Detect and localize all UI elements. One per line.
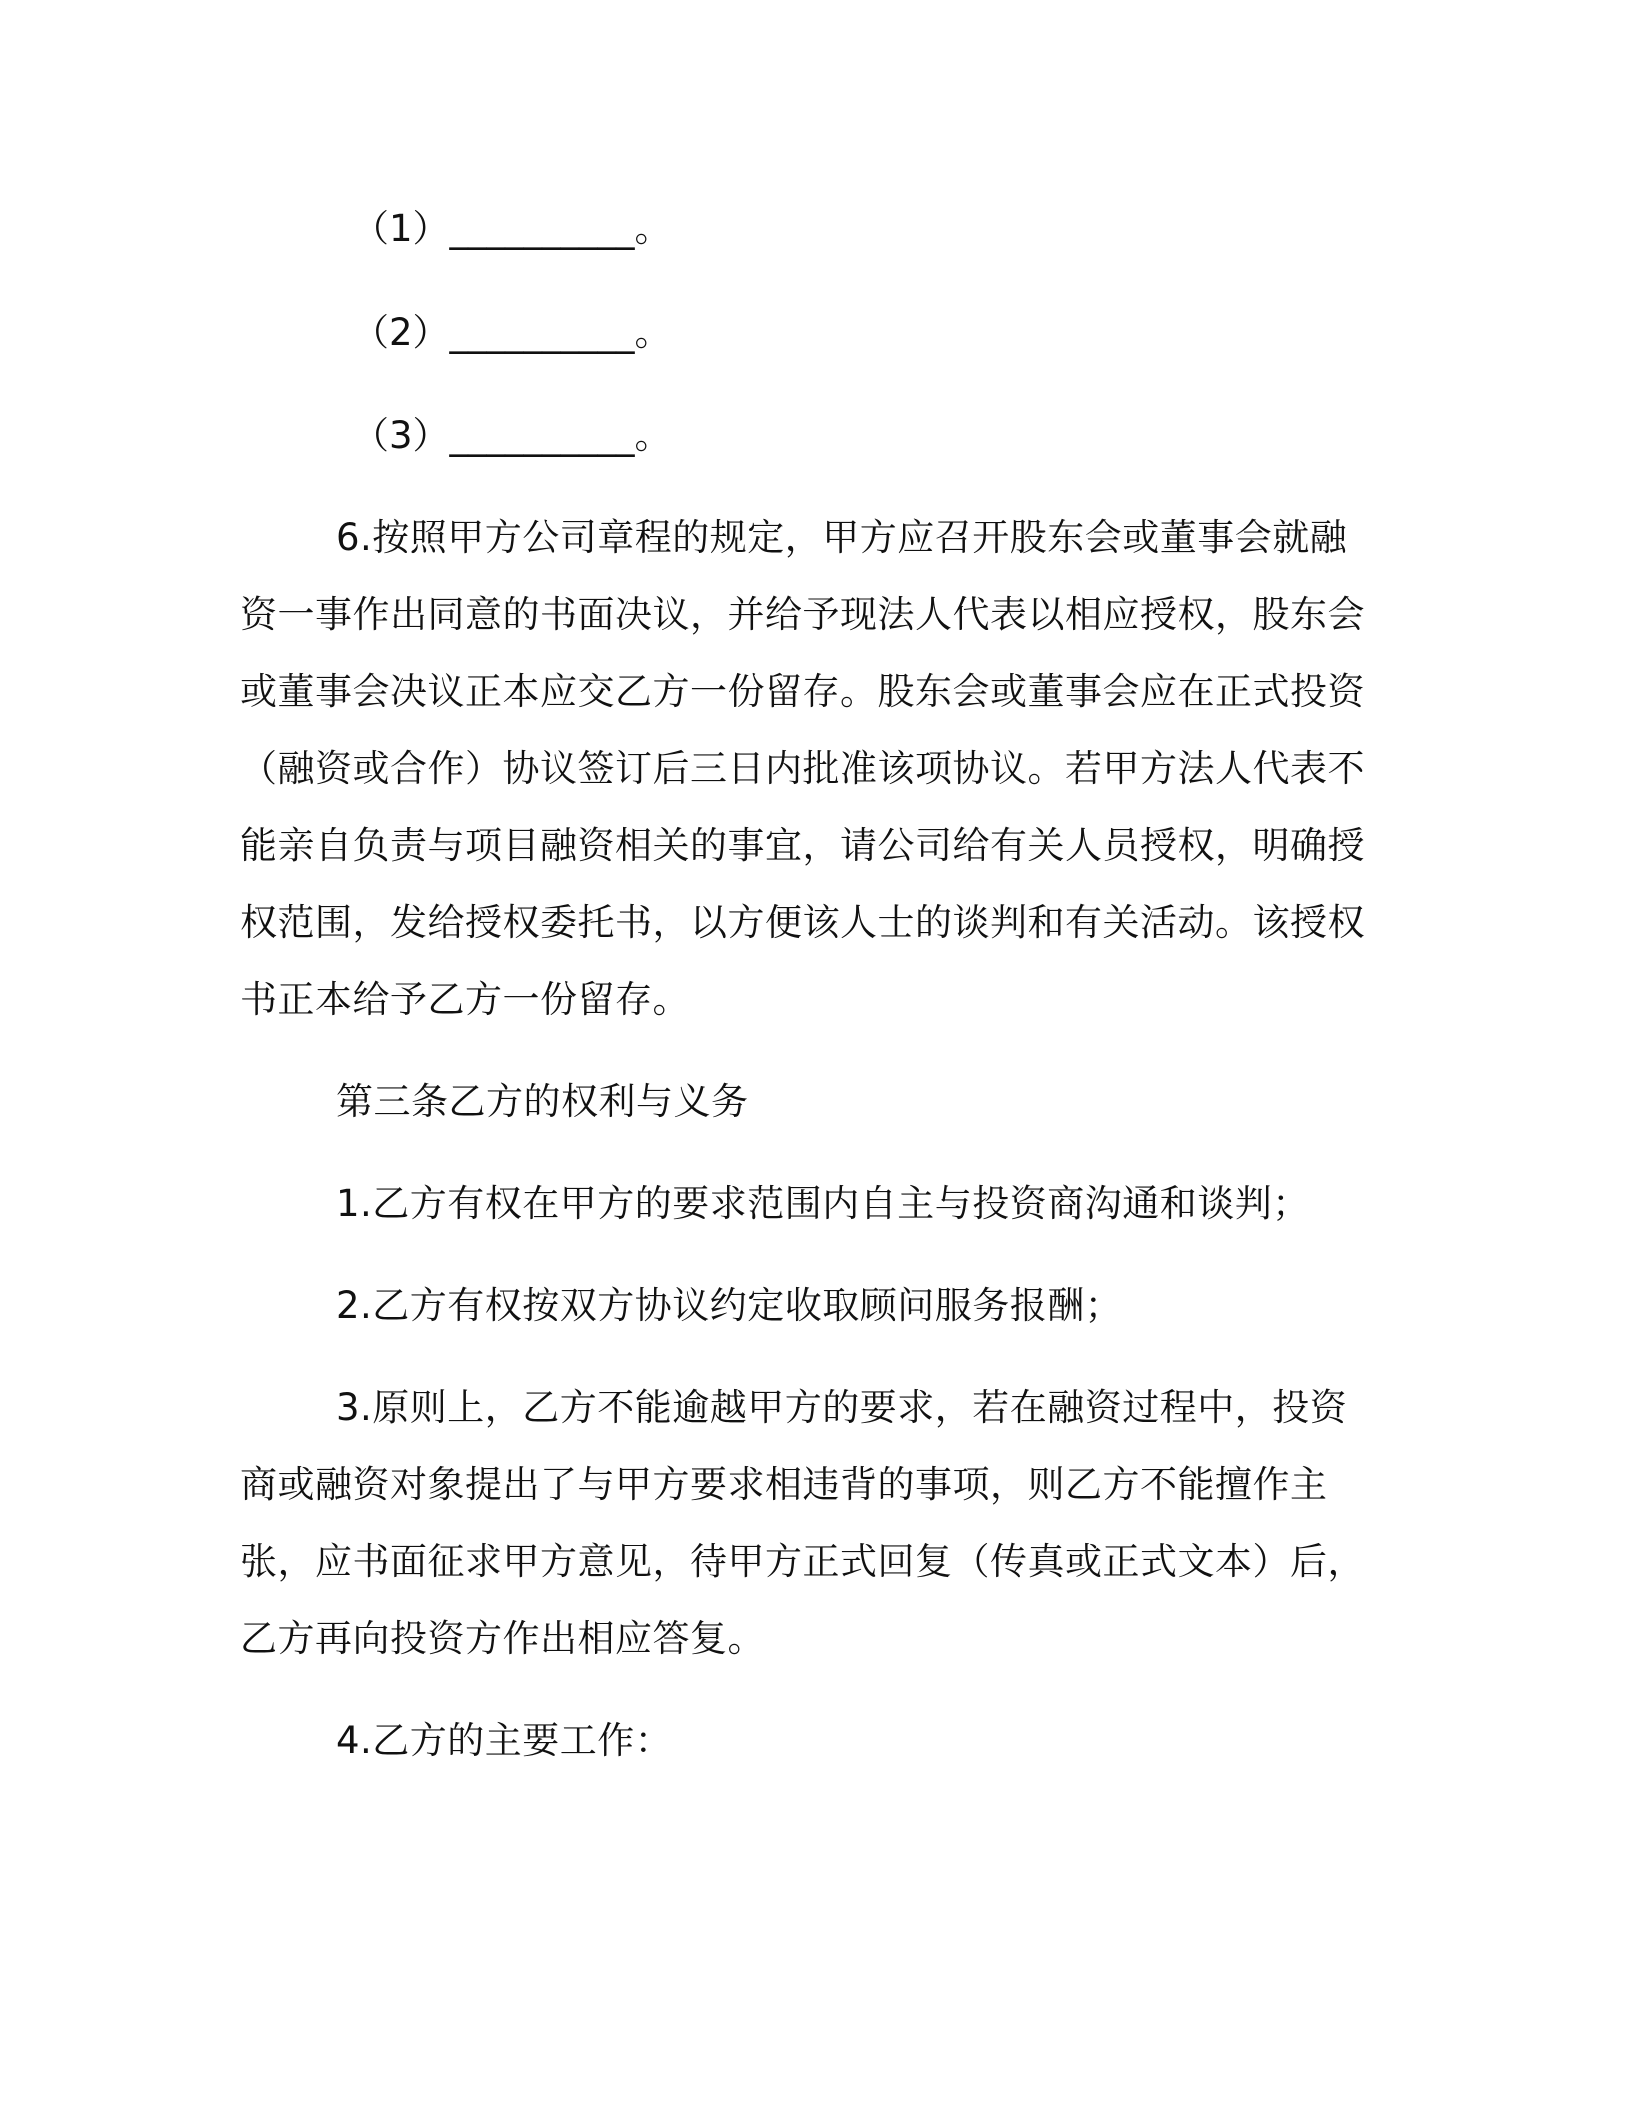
list-item-3: （3）__________。 — [352, 414, 672, 457]
list-item-2: （2）__________。 — [352, 311, 672, 354]
paragraph-6: 6.按照甲方公司章程的规定，甲方应召开股东会或董事会就融资一事作出同意的书面决议，并给予现法人代表以相应授权，股东会或董事会决议正本应交乙方一份留存。股东会或董事会应在正式投资（融资或合作）协议签订后三日内批准该项协议。若甲方法人代表不能亲自负责与项目融资相关的事宜，请公司给有关人员授权，明确授权范围，发给授权委托书，以方便该人士的谈判和有关活动。该授权书正本给予乙方一份留存。 — [240, 516, 1365, 1021]
article-3-clause-2: 2.乙方有权按双方协议约定收取顾问服务报酬； — [336, 1284, 1123, 1327]
article-3-clause-3: 3.原则上，乙方不能逾越甲方的要求，若在融资过程中，投资商或融资对象提出了与甲方要求相违背的事项，则乙方不能擅作主张，应书面征求甲方意见，待甲方正式回复（传真或正式文本）后，乙方再向投资方作出相应答复。 — [240, 1386, 1365, 1660]
list-item-1: （1）__________。 — [352, 207, 672, 250]
article-3-clause-4: 4.乙方的主要工作： — [336, 1719, 673, 1762]
article-3-title: 第三条乙方的权利与义务 — [336, 1080, 749, 1123]
article-3-clause-1: 1.乙方有权在甲方的要求范围内自主与投资商沟通和谈判； — [336, 1182, 1310, 1225]
document-body — [240, 190, 1380, 1779]
